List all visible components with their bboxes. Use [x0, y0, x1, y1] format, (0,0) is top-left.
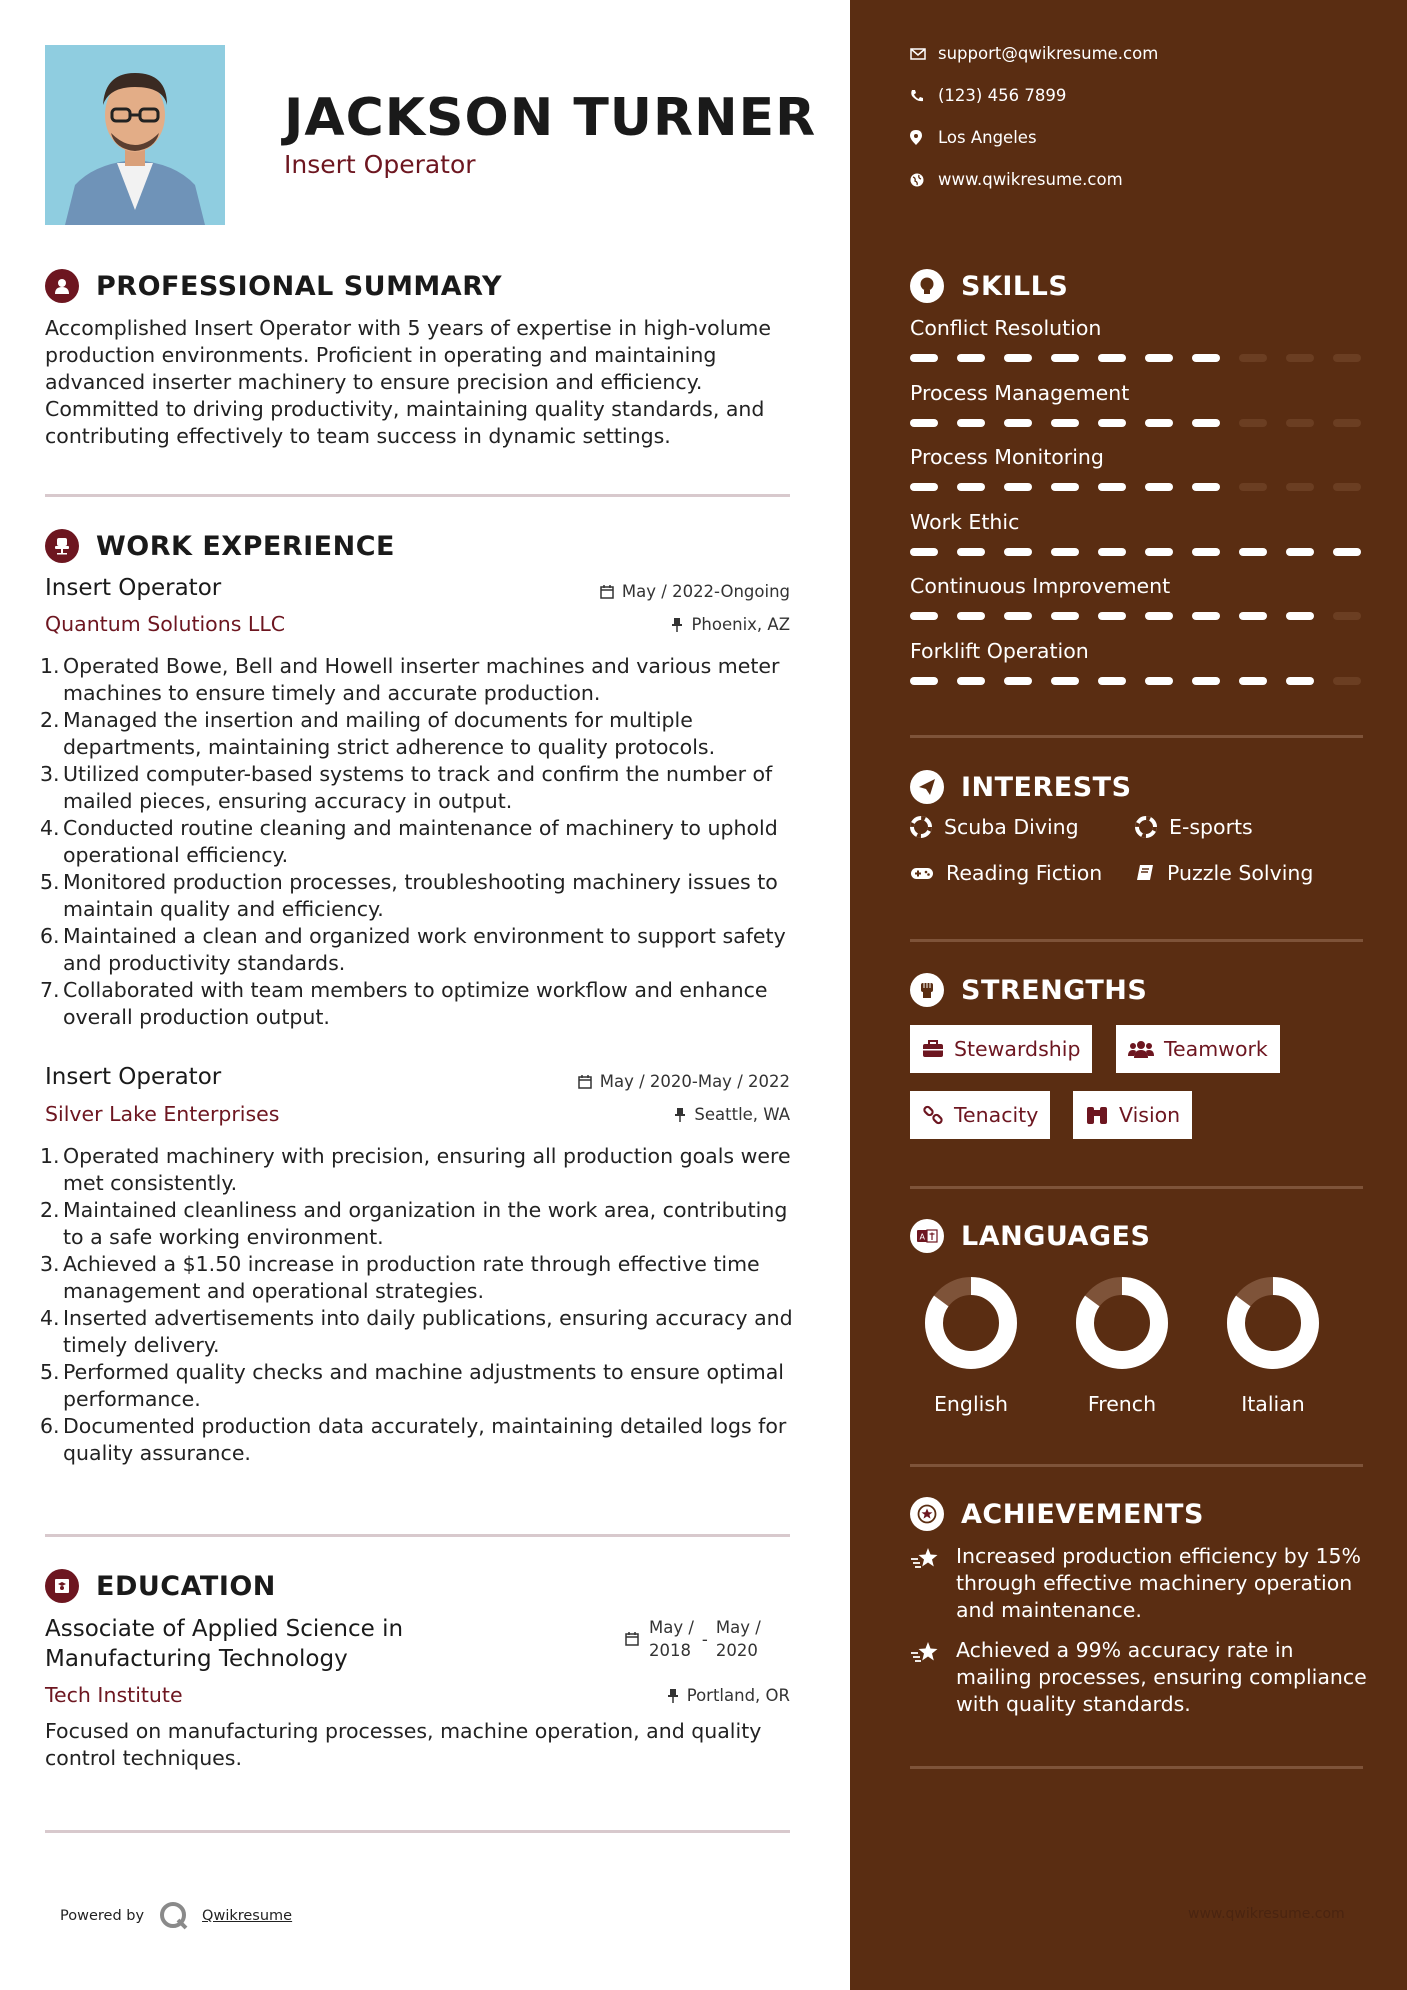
contact-location — [910, 128, 1037, 147]
experience-heading — [45, 529, 395, 563]
skill-dash — [957, 612, 985, 620]
skill-meter — [910, 354, 1380, 362]
language-ring — [1067, 1268, 1177, 1378]
skill-dash — [1286, 612, 1314, 620]
divider — [910, 1464, 1363, 1467]
date-separator: - — [701, 1629, 708, 1649]
list-item: 1. Operated Bowe, Bell and Howell inserter machines and various meter machines to ensure timely and accurate production. — [40, 654, 780, 705]
interests-title: INTERESTS — [961, 771, 1132, 803]
phone-icon — [910, 89, 938, 103]
lightbulb-icon — [910, 269, 944, 303]
location-text: Los Angeles — [938, 128, 1037, 147]
divider — [910, 1186, 1363, 1189]
skills-title: SKILLS — [961, 270, 1069, 302]
footer-powered — [60, 1900, 292, 1932]
skill-dash — [1239, 677, 1267, 685]
skill-dash — [1192, 612, 1220, 620]
brand-link[interactable]: Qwikresume — [202, 1908, 293, 1924]
users-icon — [1128, 1039, 1154, 1059]
contact-phone[interactable] — [910, 86, 1066, 105]
skill-name: Process Monitoring — [910, 445, 1104, 469]
skill-dash — [1239, 354, 1267, 362]
powered-by-label: Powered by — [60, 1908, 145, 1924]
job-location-text: Phoenix, AZ — [691, 615, 790, 634]
skill-dash — [1051, 483, 1079, 491]
pin-icon — [674, 1108, 686, 1122]
skill-dash — [1145, 354, 1173, 362]
language-item — [1213, 1268, 1333, 1416]
summary-heading — [45, 269, 502, 303]
job-location-text: Seattle, WA — [694, 1105, 790, 1124]
profile-photo — [45, 45, 225, 225]
lifebuoy-icon — [1135, 816, 1157, 838]
skill-dash — [957, 677, 985, 685]
paper-plane-icon — [910, 770, 944, 804]
education-text: Focused on manufacturing processes, machine operation, and quality control techniques. — [45, 1719, 762, 1770]
job-title: Insert Operator — [45, 575, 222, 601]
education-end: May / 2020 — [715, 1618, 761, 1660]
briefcase-icon — [922, 1040, 944, 1058]
candidate-role: Insert Operator — [284, 150, 476, 179]
strength-badge — [910, 1025, 1092, 1073]
pin-icon — [667, 1689, 679, 1703]
strength-label: Vision — [1119, 1103, 1181, 1127]
strengths-title: STRENGTHS — [961, 974, 1148, 1006]
skill-dash — [1051, 548, 1079, 556]
skill-dash — [1004, 548, 1032, 556]
gamepad-icon — [910, 865, 934, 881]
strength-label: Teamwork — [1164, 1037, 1268, 1061]
binoculars-icon — [1085, 1105, 1109, 1125]
strength-badge — [1073, 1091, 1192, 1139]
skill-meter — [910, 677, 1380, 685]
job-date-text: May / 2022-Ongoing — [621, 582, 790, 601]
achievement-item — [910, 1637, 1370, 1718]
degree-line: Associate of Applied Science in — [45, 1616, 404, 1642]
job-company: Quantum Solutions LLC — [45, 612, 286, 636]
skills-heading — [910, 269, 1068, 303]
star-badge-icon — [910, 1497, 944, 1531]
qwikresume-logo-icon — [158, 1900, 190, 1932]
skill-dash — [1145, 483, 1173, 491]
strength-label: Tenacity — [954, 1103, 1039, 1127]
skill-dash — [957, 483, 985, 491]
strengths-heading — [910, 973, 1147, 1007]
skill-name: Work Ethic — [910, 509, 1020, 534]
skill-meter — [910, 419, 1380, 427]
languages-heading — [910, 1219, 1150, 1253]
skill-meter — [910, 548, 1380, 556]
interest-label: Scuba Diving — [944, 815, 1079, 839]
phone-text[interactable]: (123) 456 7899 — [938, 86, 1067, 105]
skill-dash — [1333, 483, 1361, 491]
divider — [45, 1830, 790, 1833]
divider — [910, 939, 1363, 942]
skill-name: Process Management — [910, 380, 1130, 405]
summary-text: Accomplished Insert Operator with 5 years of expertise in high-volume production environments. Proficient in operating and maintaining advanced inserter machinery to ensure precision and efficiency. Committed to driving productivity, maintaining quality standards, and contributing effectively to team success in dynamic settings. — [45, 316, 771, 448]
interests-heading — [910, 770, 1132, 804]
skill-dash — [1098, 483, 1126, 491]
skill-dash — [1004, 419, 1032, 427]
skill-dash — [1051, 354, 1079, 362]
skill-dash — [1286, 483, 1314, 491]
list-item: 2. Maintained cleanliness and organization in the work area, contributing to a safe working environment. — [40, 1198, 788, 1249]
skill-dash — [1051, 612, 1079, 620]
job-location — [674, 1105, 790, 1124]
skill-dash — [1192, 419, 1220, 427]
skill-dash — [1004, 612, 1032, 620]
skill-dash — [1098, 548, 1126, 556]
achievement-text: Increased production efficiency by 15% through effective machinery operation and maintenance. — [956, 1544, 1362, 1622]
education-date — [625, 1616, 761, 1662]
skill-meter — [910, 483, 1380, 491]
skill-dash — [1098, 612, 1126, 620]
skill-dash — [1098, 354, 1126, 362]
list-item: 3. Utilized computer-based systems to track and confirm the number of mailed pieces, ensuring accuracy in output. — [40, 762, 773, 813]
skill-dash — [1145, 677, 1173, 685]
list-item: 7. Collaborated with team members to optimize workflow and enhance overall production output. — [40, 978, 768, 1029]
map-marker-icon — [910, 130, 938, 145]
list-item: 2. Managed the insertion and mailing of documents for multiple departments, maintaining strict adherence to quality protocols. — [40, 708, 716, 759]
pin-icon — [671, 618, 683, 632]
skill-dash — [957, 354, 985, 362]
job-bullets — [40, 653, 800, 1031]
school: Tech Institute — [45, 1683, 183, 1707]
achievements-title: ACHIEVEMENTS — [961, 1498, 1204, 1530]
skill-dash — [1192, 548, 1220, 556]
skill-dash — [1286, 548, 1314, 556]
language-item — [911, 1268, 1031, 1416]
language-ring — [916, 1268, 1026, 1378]
link-icon — [922, 1104, 944, 1126]
book-icon — [1135, 863, 1155, 883]
skill-dash — [1098, 677, 1126, 685]
email-text[interactable]: support@qwikresume.com — [938, 44, 1159, 63]
skill-dash — [1145, 612, 1173, 620]
education-title: EDUCATION — [96, 1570, 276, 1602]
skill-dash — [1333, 354, 1361, 362]
divider — [45, 1534, 790, 1537]
strength-label: Stewardship — [954, 1037, 1081, 1061]
skill-dash — [910, 354, 938, 362]
globe-icon — [910, 173, 938, 187]
skill-dash — [1333, 548, 1361, 556]
skill-dash — [910, 419, 938, 427]
strength-badge — [1116, 1025, 1280, 1073]
divider — [910, 735, 1363, 738]
skill-name: Forklift Operation — [910, 638, 1089, 663]
interest-label: Reading Fiction — [946, 861, 1103, 885]
skill-dash — [910, 677, 938, 685]
skill-dash — [1098, 419, 1126, 427]
skill-dash — [1192, 483, 1220, 491]
education-location-text: Portland, OR — [686, 1686, 790, 1705]
list-item: 6. Maintained a clean and organized work environment to support safety and productivity standards. — [40, 924, 786, 975]
interest-item — [910, 815, 1079, 839]
graduate-icon — [45, 1569, 79, 1603]
calendar-icon — [578, 1075, 592, 1089]
achievements-heading — [910, 1497, 1204, 1531]
user-icon — [45, 269, 79, 303]
shooting-star-icon — [910, 1543, 956, 1624]
website-text[interactable]: www.qwikresume.com — [938, 170, 1123, 189]
skill-dash — [1051, 419, 1079, 427]
list-item: 3. Achieved a $1.50 increase in production rate through effective time management and operational strategies. — [40, 1252, 760, 1303]
skill-dash — [1239, 548, 1267, 556]
job-location — [671, 615, 790, 634]
language-ring — [1218, 1268, 1328, 1378]
job-date-text: May / 2020-May / 2022 — [599, 1072, 790, 1091]
degree-line: Manufacturing Technology — [45, 1646, 348, 1672]
summary-title: PROFESSIONAL SUMMARY — [96, 270, 503, 302]
job-date — [600, 582, 790, 601]
skill-dash — [1004, 354, 1032, 362]
skill-dash — [910, 548, 938, 556]
language-label: French — [1087, 1392, 1157, 1416]
education-location — [667, 1686, 790, 1705]
skill-dash — [1333, 612, 1361, 620]
skill-dash — [1333, 419, 1361, 427]
language-label: English — [933, 1392, 1009, 1416]
shooting-star-icon — [910, 1637, 956, 1718]
language-item — [1062, 1268, 1182, 1416]
skill-name: Continuous Improvement — [910, 574, 1171, 598]
achievement-text: Achieved a 99% accuracy rate in mailing processes, ensuring compliance with quality standards. — [956, 1638, 1367, 1716]
achievement-item — [910, 1543, 1370, 1624]
contact-website[interactable] — [910, 170, 1123, 189]
list-item: 1. Operated machinery with precision, ensuring all production goals were met consistently. — [40, 1144, 791, 1195]
skill-dash — [1239, 612, 1267, 620]
list-item: 4. Conducted routine cleaning and maintenance of machinery to uphold operational efficiency. — [40, 816, 778, 867]
skill-dash — [1004, 677, 1032, 685]
skill-meter — [910, 612, 1380, 620]
skill-dash — [957, 548, 985, 556]
interest-item — [1135, 861, 1313, 885]
lifebuoy-icon — [910, 816, 932, 838]
skill-dash — [1145, 419, 1173, 427]
list-item: 4. Inserted advertisements into daily publications, ensuring accuracy and timely delivery. — [40, 1306, 793, 1357]
calendar-icon — [600, 585, 614, 599]
job-company: Silver Lake Enterprises — [45, 1102, 280, 1126]
job-title: Insert Operator — [45, 1064, 222, 1090]
list-item: 5. Monitored production processes, troubleshooting machinery issues to maintain quality and efficiency. — [40, 870, 778, 921]
skill-dash — [1051, 677, 1079, 685]
interest-label: E-sports — [1169, 815, 1253, 839]
candidate-name: JACKSON TURNER — [284, 88, 817, 148]
skill-dash — [1145, 548, 1173, 556]
list-item: 5. Performed quality checks and machine adjustments to ensure optimal performance. — [40, 1360, 784, 1411]
office-chair-icon — [45, 529, 79, 563]
language-icon — [910, 1219, 944, 1253]
list-item: 6. Documented production data accurately, maintaining detailed logs for quality assurance. — [40, 1414, 787, 1465]
fist-icon — [910, 973, 944, 1007]
interest-label: Puzzle Solving — [1167, 861, 1314, 885]
skill-dash — [910, 483, 938, 491]
strength-badge — [910, 1091, 1050, 1139]
education-heading — [45, 1569, 276, 1603]
skill-dash — [957, 419, 985, 427]
skill-dash — [1192, 354, 1220, 362]
skill-dash — [1239, 419, 1267, 427]
envelope-icon — [910, 48, 938, 60]
skill-dash — [1286, 677, 1314, 685]
job-bullets — [40, 1143, 800, 1467]
interest-item — [1135, 815, 1253, 839]
svg-text:A: A — [919, 1232, 925, 1242]
divider — [45, 494, 790, 497]
skill-dash — [1286, 419, 1314, 427]
skill-dash — [1286, 354, 1314, 362]
calendar-icon — [625, 1632, 639, 1646]
education-start: May / 2018 — [649, 1618, 694, 1660]
skill-dash — [910, 612, 938, 620]
divider — [910, 1766, 1363, 1769]
experience-title: WORK EXPERIENCE — [96, 530, 395, 562]
skill-name: Conflict Resolution — [910, 316, 1102, 340]
footer-site: www.qwikresume.com — [1188, 1906, 1345, 1922]
skill-dash — [1004, 483, 1032, 491]
skill-dash — [1239, 483, 1267, 491]
contact-email[interactable] — [910, 44, 1158, 63]
skill-dash — [1333, 677, 1361, 685]
skill-dash — [1192, 677, 1220, 685]
degree — [45, 1614, 403, 1674]
language-label: Italian — [1241, 1392, 1305, 1416]
job-date — [578, 1072, 790, 1091]
languages-title: LANGUAGES — [961, 1220, 1151, 1252]
interest-item — [910, 861, 1102, 885]
